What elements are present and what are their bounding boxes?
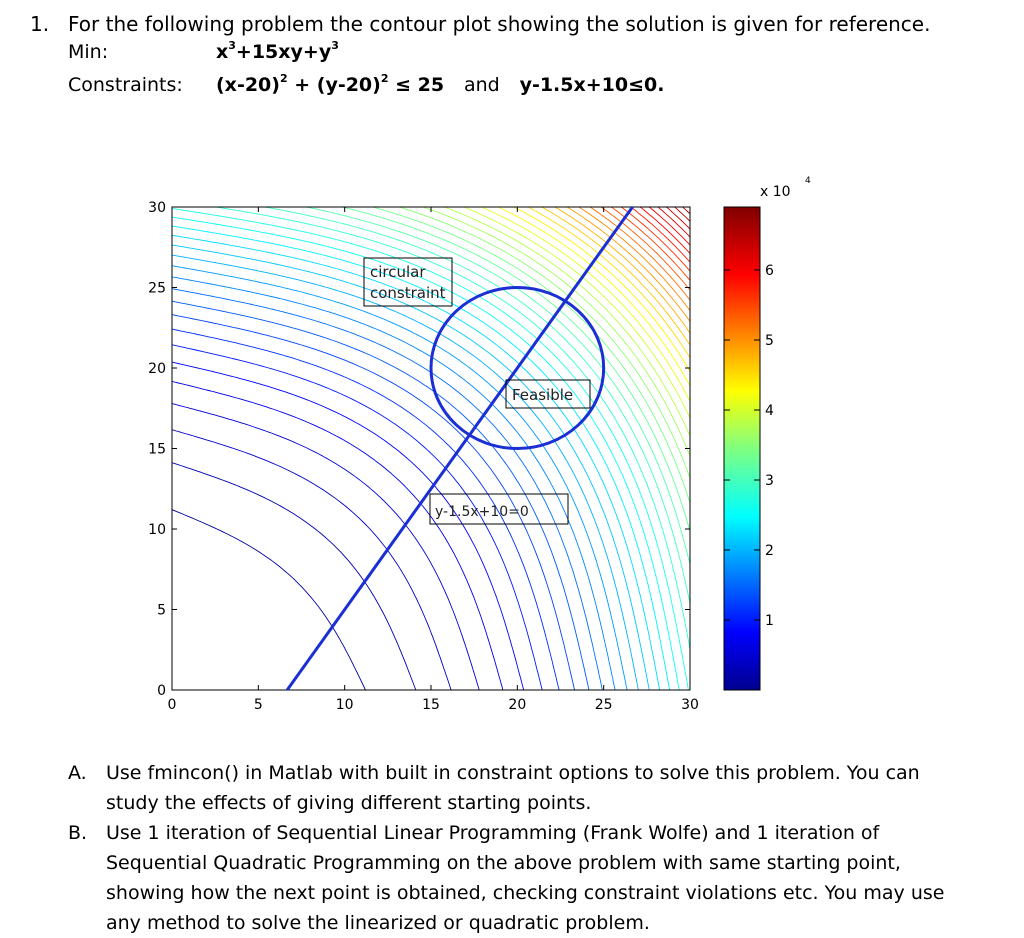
- y-tick-label: 25: [148, 280, 166, 297]
- question-number: 1.: [30, 12, 50, 36]
- contour-level-3: [172, 430, 451, 690]
- part-a: [68, 758, 968, 818]
- colorbar-tick-label: 6: [765, 263, 774, 279]
- colorbar-tick-label: 5: [765, 333, 774, 349]
- axis-ticks: [172, 207, 690, 690]
- contour-level-6: [172, 362, 524, 690]
- y-tick-label: 15: [148, 441, 166, 458]
- part-a-text: Use fmincon() in Matlab with built in constraint options to solve this problem. You can study the effects of giving different starting points.: [106, 762, 920, 814]
- part-b-letter: B.: [68, 822, 88, 844]
- x-tick-label: 0: [167, 697, 177, 713]
- colorbar-tick-label: 3: [765, 473, 774, 489]
- part-b: [68, 818, 968, 938]
- contour-lines: [172, 207, 690, 690]
- colorbar-exponent: 4: [805, 176, 811, 186]
- part-a-letter: A.: [68, 762, 87, 784]
- contour-level-44: [658, 207, 690, 237]
- y-tick-label: 0: [157, 683, 166, 699]
- constraints-expression: $(x-20)^2 + (y-20)^2 \le 25$ and y-1.5x+10≤0.: [216, 72, 665, 96]
- x-tick-label: 15: [422, 697, 440, 713]
- contour-level-11: [172, 289, 602, 690]
- contour-level-12: [172, 277, 615, 690]
- x-tick-label: 5: [253, 697, 263, 713]
- contour-level-4: [172, 404, 479, 691]
- contour-level-34: [555, 207, 690, 333]
- y-tick-label: 20: [148, 361, 166, 377]
- contour-level-37: [590, 207, 690, 300]
- contour-level-25: [399, 207, 690, 478]
- line-equation-label: y-1.5x+10=0: [435, 504, 529, 520]
- question-parts: [68, 758, 968, 938]
- contour-level-47: [683, 207, 690, 214]
- min-label: Min:: [68, 41, 109, 63]
- question-intro: For the following problem the contour plot showing the solution is given for reference.: [68, 12, 931, 36]
- colorbar-tick-label: 4: [765, 403, 774, 419]
- contour-level-35: [567, 207, 690, 322]
- colorbar: [724, 207, 760, 690]
- circular-constraint-label: constraint: [370, 284, 446, 302]
- y-tick-label: 30: [148, 200, 166, 216]
- circular-constraint-label: circular: [370, 263, 426, 281]
- x-tick-label: 10: [335, 697, 354, 713]
- contour-level-24: [373, 207, 690, 503]
- constraints-label: Constraints:: [68, 74, 183, 96]
- y-tick-labels: [148, 200, 166, 699]
- y-tick-label: 5: [157, 602, 166, 619]
- contour-level-30: [498, 207, 690, 386]
- x-tick-label: 20: [508, 697, 527, 713]
- part-b-text: Use 1 iteration of Sequential Linear Programming (Frank Wolfe) and 1 iteration of Sequential Quadratic Programming on the above problem with same starting point, showing how the next point is obtained, checking constraint violations etc. You may use any method to solve the linearized or quadratic problem.: [106, 822, 945, 934]
- colorbar-tick-label: 2: [765, 543, 774, 559]
- axes-frame: [172, 207, 690, 690]
- contour-level-20: [216, 207, 690, 649]
- contour-level-19: [172, 209, 688, 691]
- contour-level-43: [649, 207, 690, 245]
- feasible-label: Feasible: [512, 386, 574, 404]
- contour-level-14: [172, 255, 638, 690]
- objective-function: $x^3+15xy+y^3$: [216, 39, 339, 63]
- contour-level-10: [172, 301, 589, 690]
- y-tick-label: 10: [148, 522, 166, 538]
- contour-level-1: [172, 510, 366, 690]
- x-tick-label: 25: [594, 697, 613, 713]
- contour-level-32: [528, 207, 690, 358]
- x-tick-labels: [168, 697, 699, 713]
- contour-level-46: [675, 207, 690, 221]
- contour-level-5: [172, 381, 503, 690]
- colorbar-tick-label: 1: [765, 613, 774, 629]
- colorbar-multiplier: x 10: [760, 184, 791, 200]
- x-tick-label: 30: [681, 697, 699, 713]
